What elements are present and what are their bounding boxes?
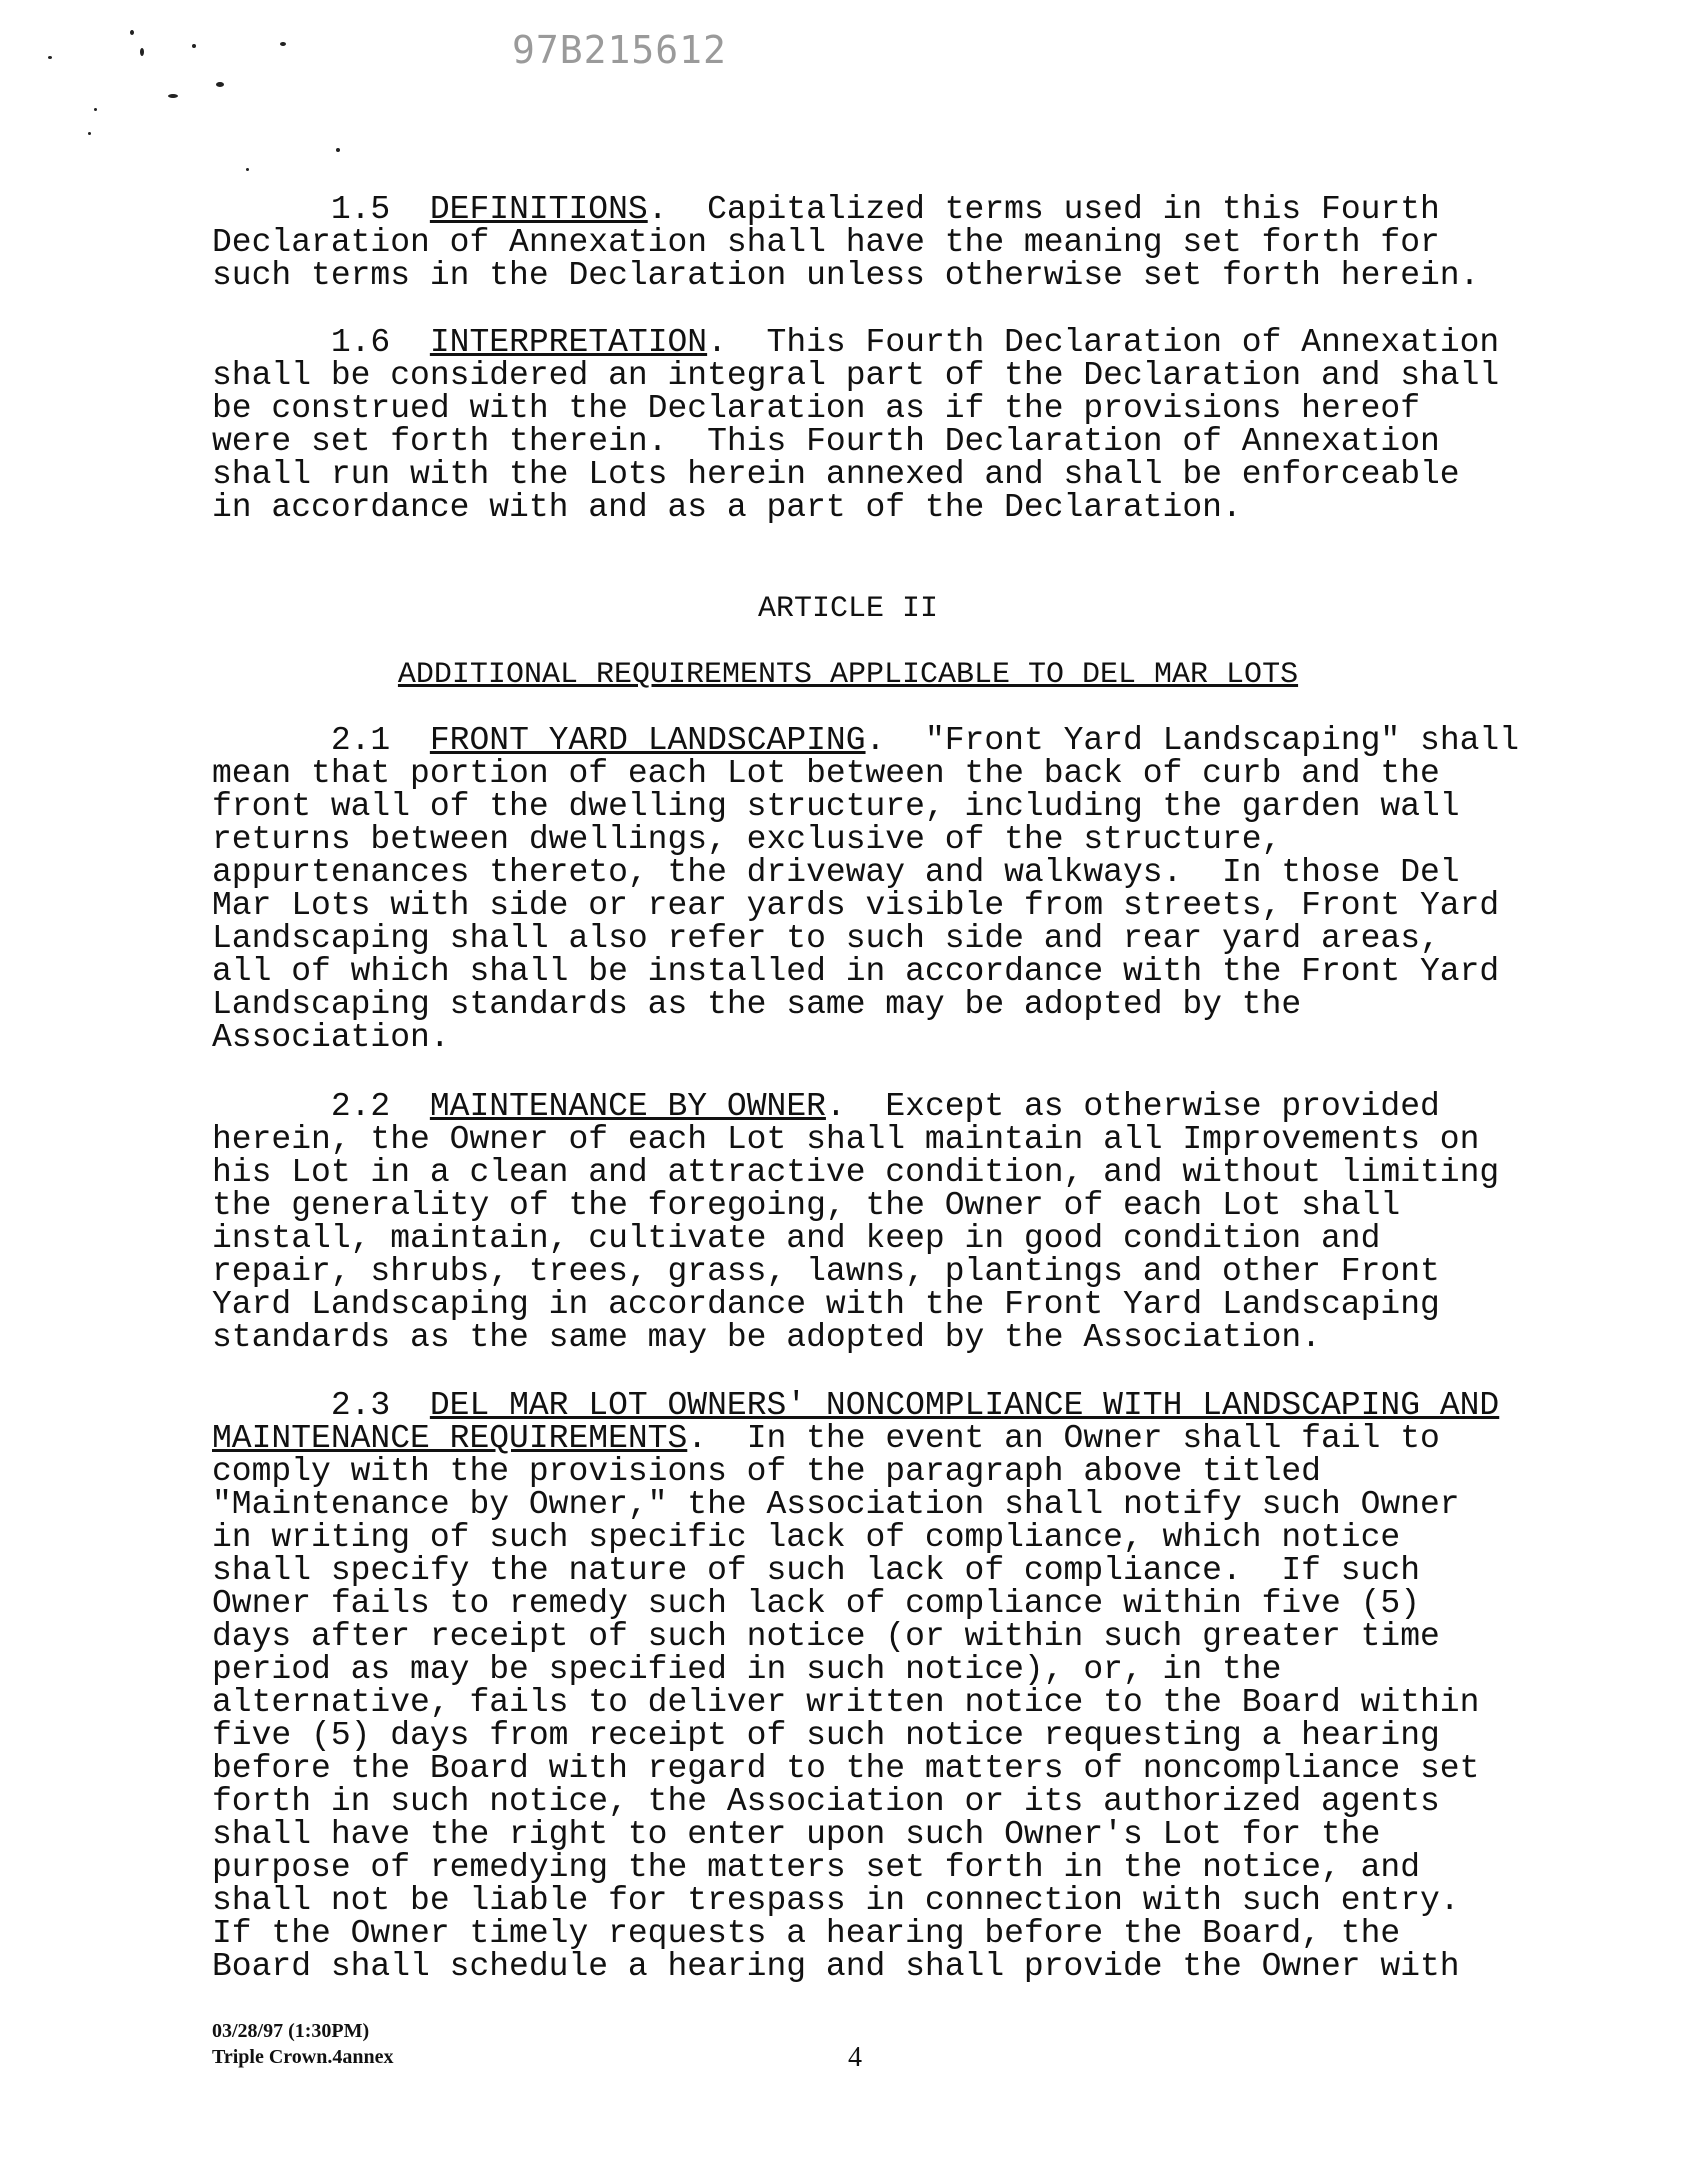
- section-1-5: [212, 193, 1479, 292]
- section-title: MAINTENANCE BY OWNER: [429, 1088, 826, 1125]
- article-heading: ARTICLE II: [757, 592, 939, 626]
- section-title: DEFINITIONS: [429, 191, 648, 228]
- scan-speck: [168, 94, 178, 98]
- section-number: 2.1: [330, 722, 391, 759]
- section-body: herein, the Owner of each Lot shall maintain all Improvements on his Lot in a clean and attractive condition, and without limiting the generality of the foregoing, the Owner of each Lot shall install, maintain, cultivate and keep in good condition and repair, shrubs, trees, grass, lawns, plantings and other Front Yard Landscaping in accordance with the Front Yard Landscaping standards as the same may be adopted by the Association.: [212, 1121, 1500, 1356]
- scan-speck: [48, 56, 52, 59]
- section-body: mean that portion of each Lot between the back of curb and the front wall of the dwelling structure, including the garden wall returns between dwellings, exclusive of the structure, appurtenances thereto, the driveway and walkways. In those Del Mar Lots with side or rear yards visible from streets, Front Yard Landscaping shall also refer to such side and rear yard areas, all of which shall be installed in accordance with the Front Yard Landscaping standards as the same may be adopted by the Association.: [212, 755, 1500, 1056]
- section-number: 2.3: [330, 1387, 391, 1424]
- section-title-line-2: MAINTENANCE REQUIREMENTS: [212, 1420, 688, 1457]
- section-2-3: [212, 1389, 1499, 1983]
- section-first-line: . "Front Yard Landscaping" shall: [865, 722, 1520, 759]
- section-1-6: [212, 326, 1499, 524]
- scan-speck: [246, 168, 249, 171]
- section-2-1: [212, 724, 1519, 1054]
- section-first-line: . Except as otherwise provided: [825, 1088, 1440, 1125]
- footer-file: Triple Crown.4annex: [212, 2046, 394, 2068]
- section-after-title: . In the event an Owner shall fail to: [687, 1420, 1440, 1457]
- section-body: Declaration of Annexation shall have the meaning set forth for such terms in the Declaration unless otherwise set forth herein.: [212, 224, 1480, 294]
- section-title: FRONT YARD LANDSCAPING: [429, 722, 866, 759]
- scan-speck: [130, 30, 134, 35]
- scan-speck: [216, 82, 224, 87]
- scan-speck: [140, 48, 144, 56]
- scan-speck: [336, 148, 340, 152]
- section-number: 1.6: [330, 324, 391, 361]
- section-number: 2.2: [330, 1088, 391, 1125]
- section-first-line: . Capitalized terms used in this Fourth: [647, 191, 1440, 228]
- section-2-2: [212, 1090, 1499, 1354]
- section-body: comply with the provisions of the paragraph above titled "Maintenance by Owner," the Association shall notify such Owner in writing of such specific lack of compliance, which notice shall specify the nature of such lack of compliance. If such Owner fails to remedy such lack of compliance within five (5) days after receipt of such notice (or within such greater time period as may be specified in such notice), or, in the alternative, fails to deliver written notice to the Board within five (5) days from receipt of such notice requesting a hearing before the Board with regard to the matters of noncompliance set forth in such notice, the Association or its authorized agents shall have the right to enter upon such Owner's Lot for the purpose of remedying the matters set forth in the notice, and shall not be liable for trespass in connection with such entry. If the Owner timely requests a hearing before the Board, the Board shall schedule a hearing and shall provide the Owner with: [212, 1453, 1480, 1985]
- scan-speck: [192, 44, 196, 48]
- scan-speck: [94, 108, 97, 111]
- scan-speck: [280, 42, 286, 46]
- section-first-line: . This Fourth Declaration of Annexation: [707, 324, 1500, 361]
- scan-speck: [88, 132, 91, 135]
- section-number: 1.5: [330, 191, 391, 228]
- article-subtitle: ADDITIONAL REQUIREMENTS APPLICABLE TO DEL MAR LOTS: [397, 658, 1299, 692]
- footer: [212, 2018, 394, 2070]
- section-title: INTERPRETATION: [429, 324, 708, 361]
- section-body: shall be considered an integral part of the Declaration and shall be construed with the Declaration as if the provisions hereof were set forth therein. This Fourth Declaration of Annexation shall run with the Lots herein annexed and shall be enforceable in accordance with and as a part of the Declaration.: [212, 357, 1500, 526]
- footer-date: 03/28/97 (1:30PM): [212, 2020, 370, 2042]
- page-number: 4: [848, 2042, 862, 2073]
- section-title-line-1: DEL MAR LOT OWNERS' NONCOMPLIANCE WITH LANDSCAPING AND: [429, 1387, 1500, 1424]
- document-number: 97B215612: [512, 28, 727, 72]
